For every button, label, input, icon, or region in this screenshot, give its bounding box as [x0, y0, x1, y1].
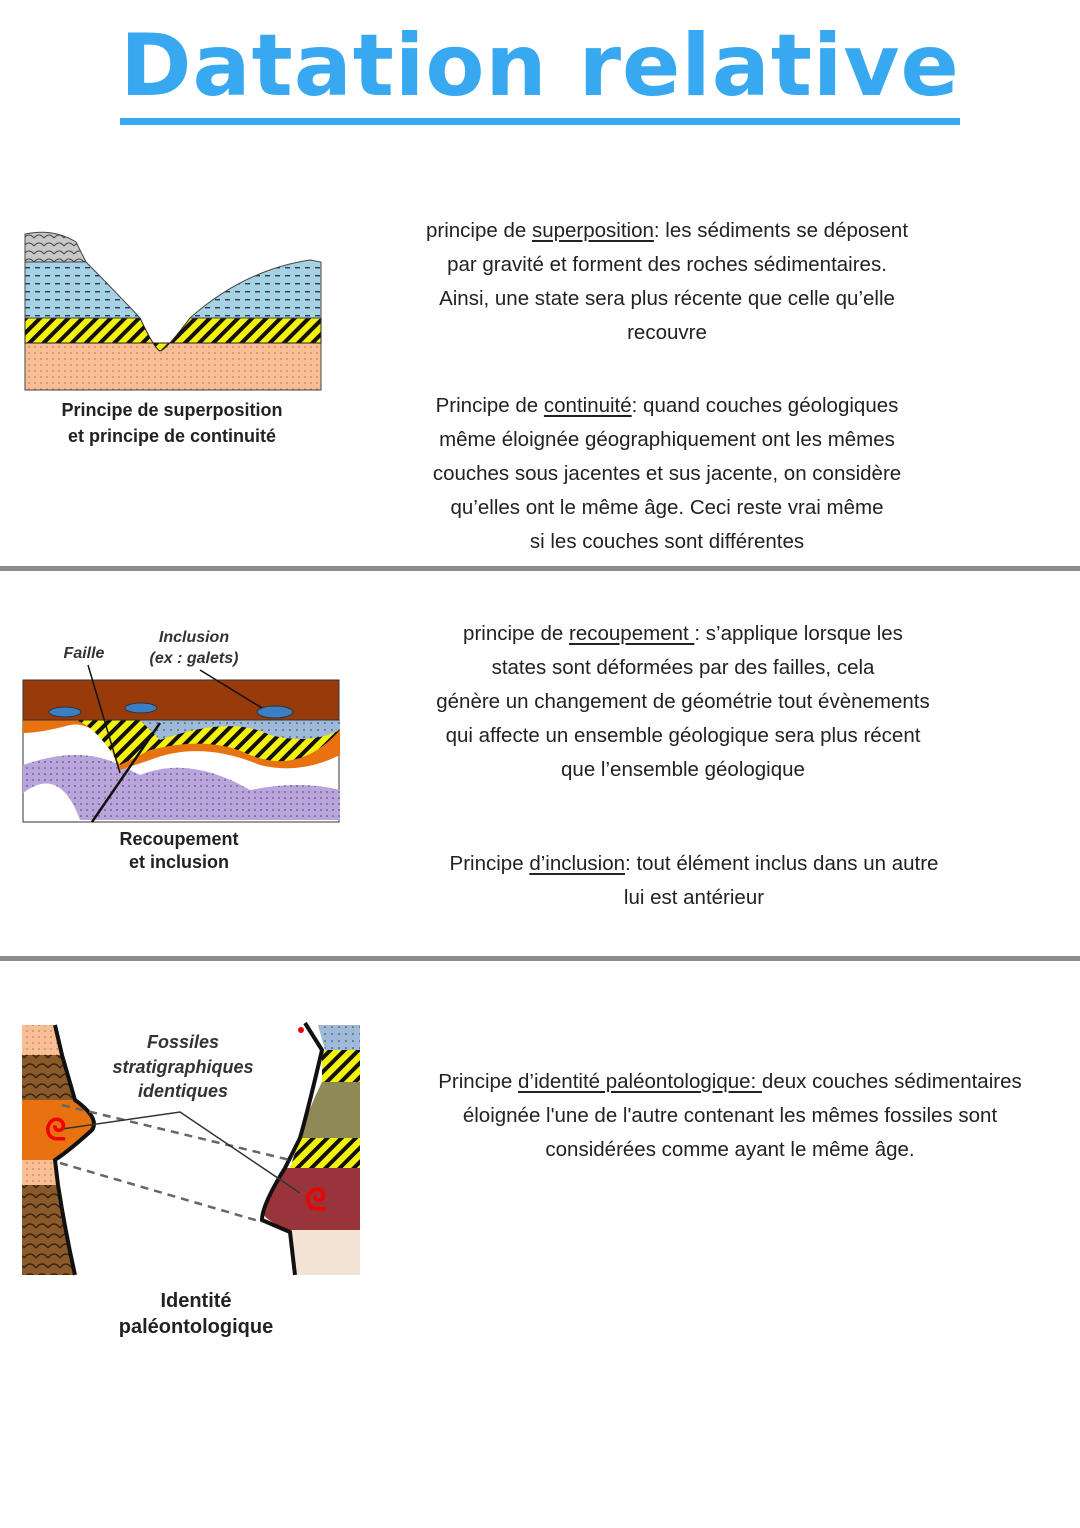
underlined-term: recoupement: [569, 622, 695, 645]
fossil-icon: ᘓ: [305, 1183, 327, 1218]
text-segment: éloignée l'une de l'autre contenant les mêmes fossiles sont: [462, 1104, 998, 1127]
text-segment: lui est antérieur: [623, 886, 765, 909]
text-segment: Principe de: [435, 394, 544, 417]
text-line: [367, 316, 967, 350]
caption-line-2: et principe de continuité: [67, 426, 277, 446]
paragraph-superposition: [367, 214, 967, 350]
caption-line-1: Principe de superposition: [61, 400, 283, 420]
label-line-1: Fossiles: [146, 1032, 220, 1052]
text-line: [367, 214, 967, 248]
text-line: [383, 685, 983, 719]
label-inclusion-example: (ex : galets): [149, 650, 239, 667]
text-line: [367, 491, 967, 525]
text-line: [394, 881, 994, 915]
text-segment: Ainsi, une state sera plus récente que celle qu’elle: [439, 287, 895, 310]
text-segment: principe de: [425, 219, 532, 242]
caption-line-2: et inclusion: [128, 852, 230, 872]
text-line: [390, 1065, 1070, 1099]
text-segment: Principe: [438, 1070, 518, 1093]
caption-line-1: Recoupement: [119, 829, 239, 849]
paragraph-continuite: [367, 389, 967, 559]
text-segment: même éloignée géographiquement ont les mêmes: [439, 428, 895, 451]
text-segment: recouvre: [627, 321, 707, 344]
underlined-term: d’inclusion: [529, 852, 626, 875]
underlined-term: superposition: [531, 219, 654, 242]
text-line: [367, 525, 967, 559]
text-segment: considérées comme ayant le même âge.: [545, 1138, 915, 1161]
text-line: [367, 457, 967, 491]
text-segment: couches sous jacentes et sus jacente, on considère: [432, 462, 902, 485]
text-segment: : tout élément inclus dans un autre: [625, 852, 939, 875]
recoupement-figure: [0, 615, 360, 880]
text-segment: que l’ensemble géologique: [561, 758, 805, 781]
page-title-text: Datation relative: [120, 14, 960, 125]
text-line: [367, 282, 967, 316]
text-line: [394, 847, 994, 881]
identite-paleontologique-figure: [0, 1010, 380, 1350]
caption-line-2: paléontologique: [118, 1316, 274, 1338]
text-line: [390, 1133, 1070, 1167]
text-segment: deux couches sédimentaires: [761, 1070, 1022, 1093]
label-faille: Faille: [63, 645, 105, 662]
text-segment: génère un changement de géométrie tout évènements: [436, 690, 930, 713]
text-segment: states sont déformées par des failles, cela: [491, 656, 875, 679]
text-line: [367, 423, 967, 457]
paragraph-inclusion: [394, 847, 994, 915]
text-segment: qu’elles ont le même âge. Ceci reste vrai même: [450, 496, 884, 519]
text-line: [367, 248, 967, 282]
text-line: [383, 617, 983, 651]
section-divider: [0, 956, 1080, 961]
label-line-3: identiques: [137, 1081, 229, 1101]
text-line: [367, 389, 967, 423]
text-line: [383, 719, 983, 753]
page-title: [0, 14, 1080, 125]
label-line-2: stratigraphiques: [112, 1057, 254, 1077]
text-line: [390, 1099, 1070, 1133]
text-segment: principe de: [463, 622, 570, 645]
underlined-term: d’identité paléontologique:: [518, 1070, 762, 1093]
text-segment: qui affecte un ensemble géologique sera plus récent: [445, 724, 921, 747]
fossil-icon: ᘓ: [45, 1113, 67, 1148]
paragraph-identite-paleontologique: [390, 1065, 1070, 1167]
text-segment: par gravité et forment des roches sédimentaires.: [447, 253, 887, 276]
superposition-figure: [14, 200, 354, 450]
text-line: [383, 753, 983, 787]
caption-line-1: Identité: [160, 1290, 232, 1312]
underlined-term: continuité: [543, 394, 632, 417]
section-divider: [0, 566, 1080, 571]
text-line: [383, 651, 983, 685]
text-segment: : quand couches géologiques: [631, 394, 899, 417]
paragraph-recoupement: [383, 617, 983, 787]
text-segment: : les sédiments se déposent: [653, 219, 909, 242]
label-inclusion: Inclusion: [158, 629, 230, 646]
text-segment: : s’applique lorsque les: [694, 622, 903, 645]
text-segment: Principe: [449, 852, 530, 875]
text-segment: si les couches sont différentes: [529, 530, 805, 553]
